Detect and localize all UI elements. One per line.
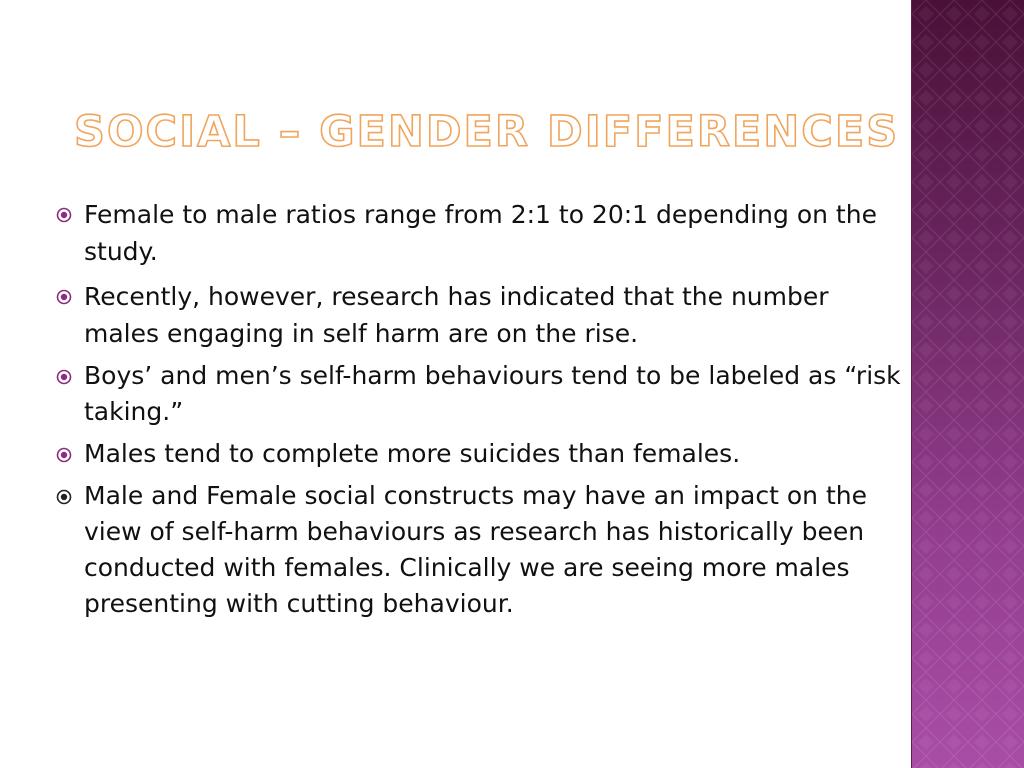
bullet-text: Males tend to complete more suicides than females. <box>84 439 741 468</box>
bullet-list <box>56 196 906 622</box>
decorative-side-band <box>912 0 1024 768</box>
radio-bullet-icon <box>56 489 72 505</box>
bullet-item <box>56 196 906 270</box>
bullet-item <box>56 478 906 622</box>
bullet-item <box>56 358 906 430</box>
diamond-pattern-decoration <box>912 0 1024 768</box>
radio-bullet-icon <box>56 289 72 305</box>
bullet-text: Boys’ and men’s self-harm behaviours tend to be labeled as “risk taking.” <box>84 361 901 426</box>
bullet-text: Male and Female social constructs may have an impact on the view of self-harm behaviours as research has historically been conducted with females. Clinically we are seeing more males presenting with cutting behaviour. <box>84 481 867 618</box>
radio-bullet-icon <box>56 369 72 385</box>
bullet-item <box>56 278 906 352</box>
slide-title: SOCIAL – GENDER DIFFERENCES <box>74 107 900 157</box>
bullet-text: Female to male ratios range from 2:1 to 20:1 depending on the study. <box>84 200 877 266</box>
radio-bullet-icon <box>56 207 72 223</box>
bullet-text: Recently, however, research has indicated that the number males engaging in self harm are on the rise. <box>84 282 829 348</box>
radio-bullet-icon <box>56 447 72 463</box>
bullet-item <box>56 436 906 472</box>
